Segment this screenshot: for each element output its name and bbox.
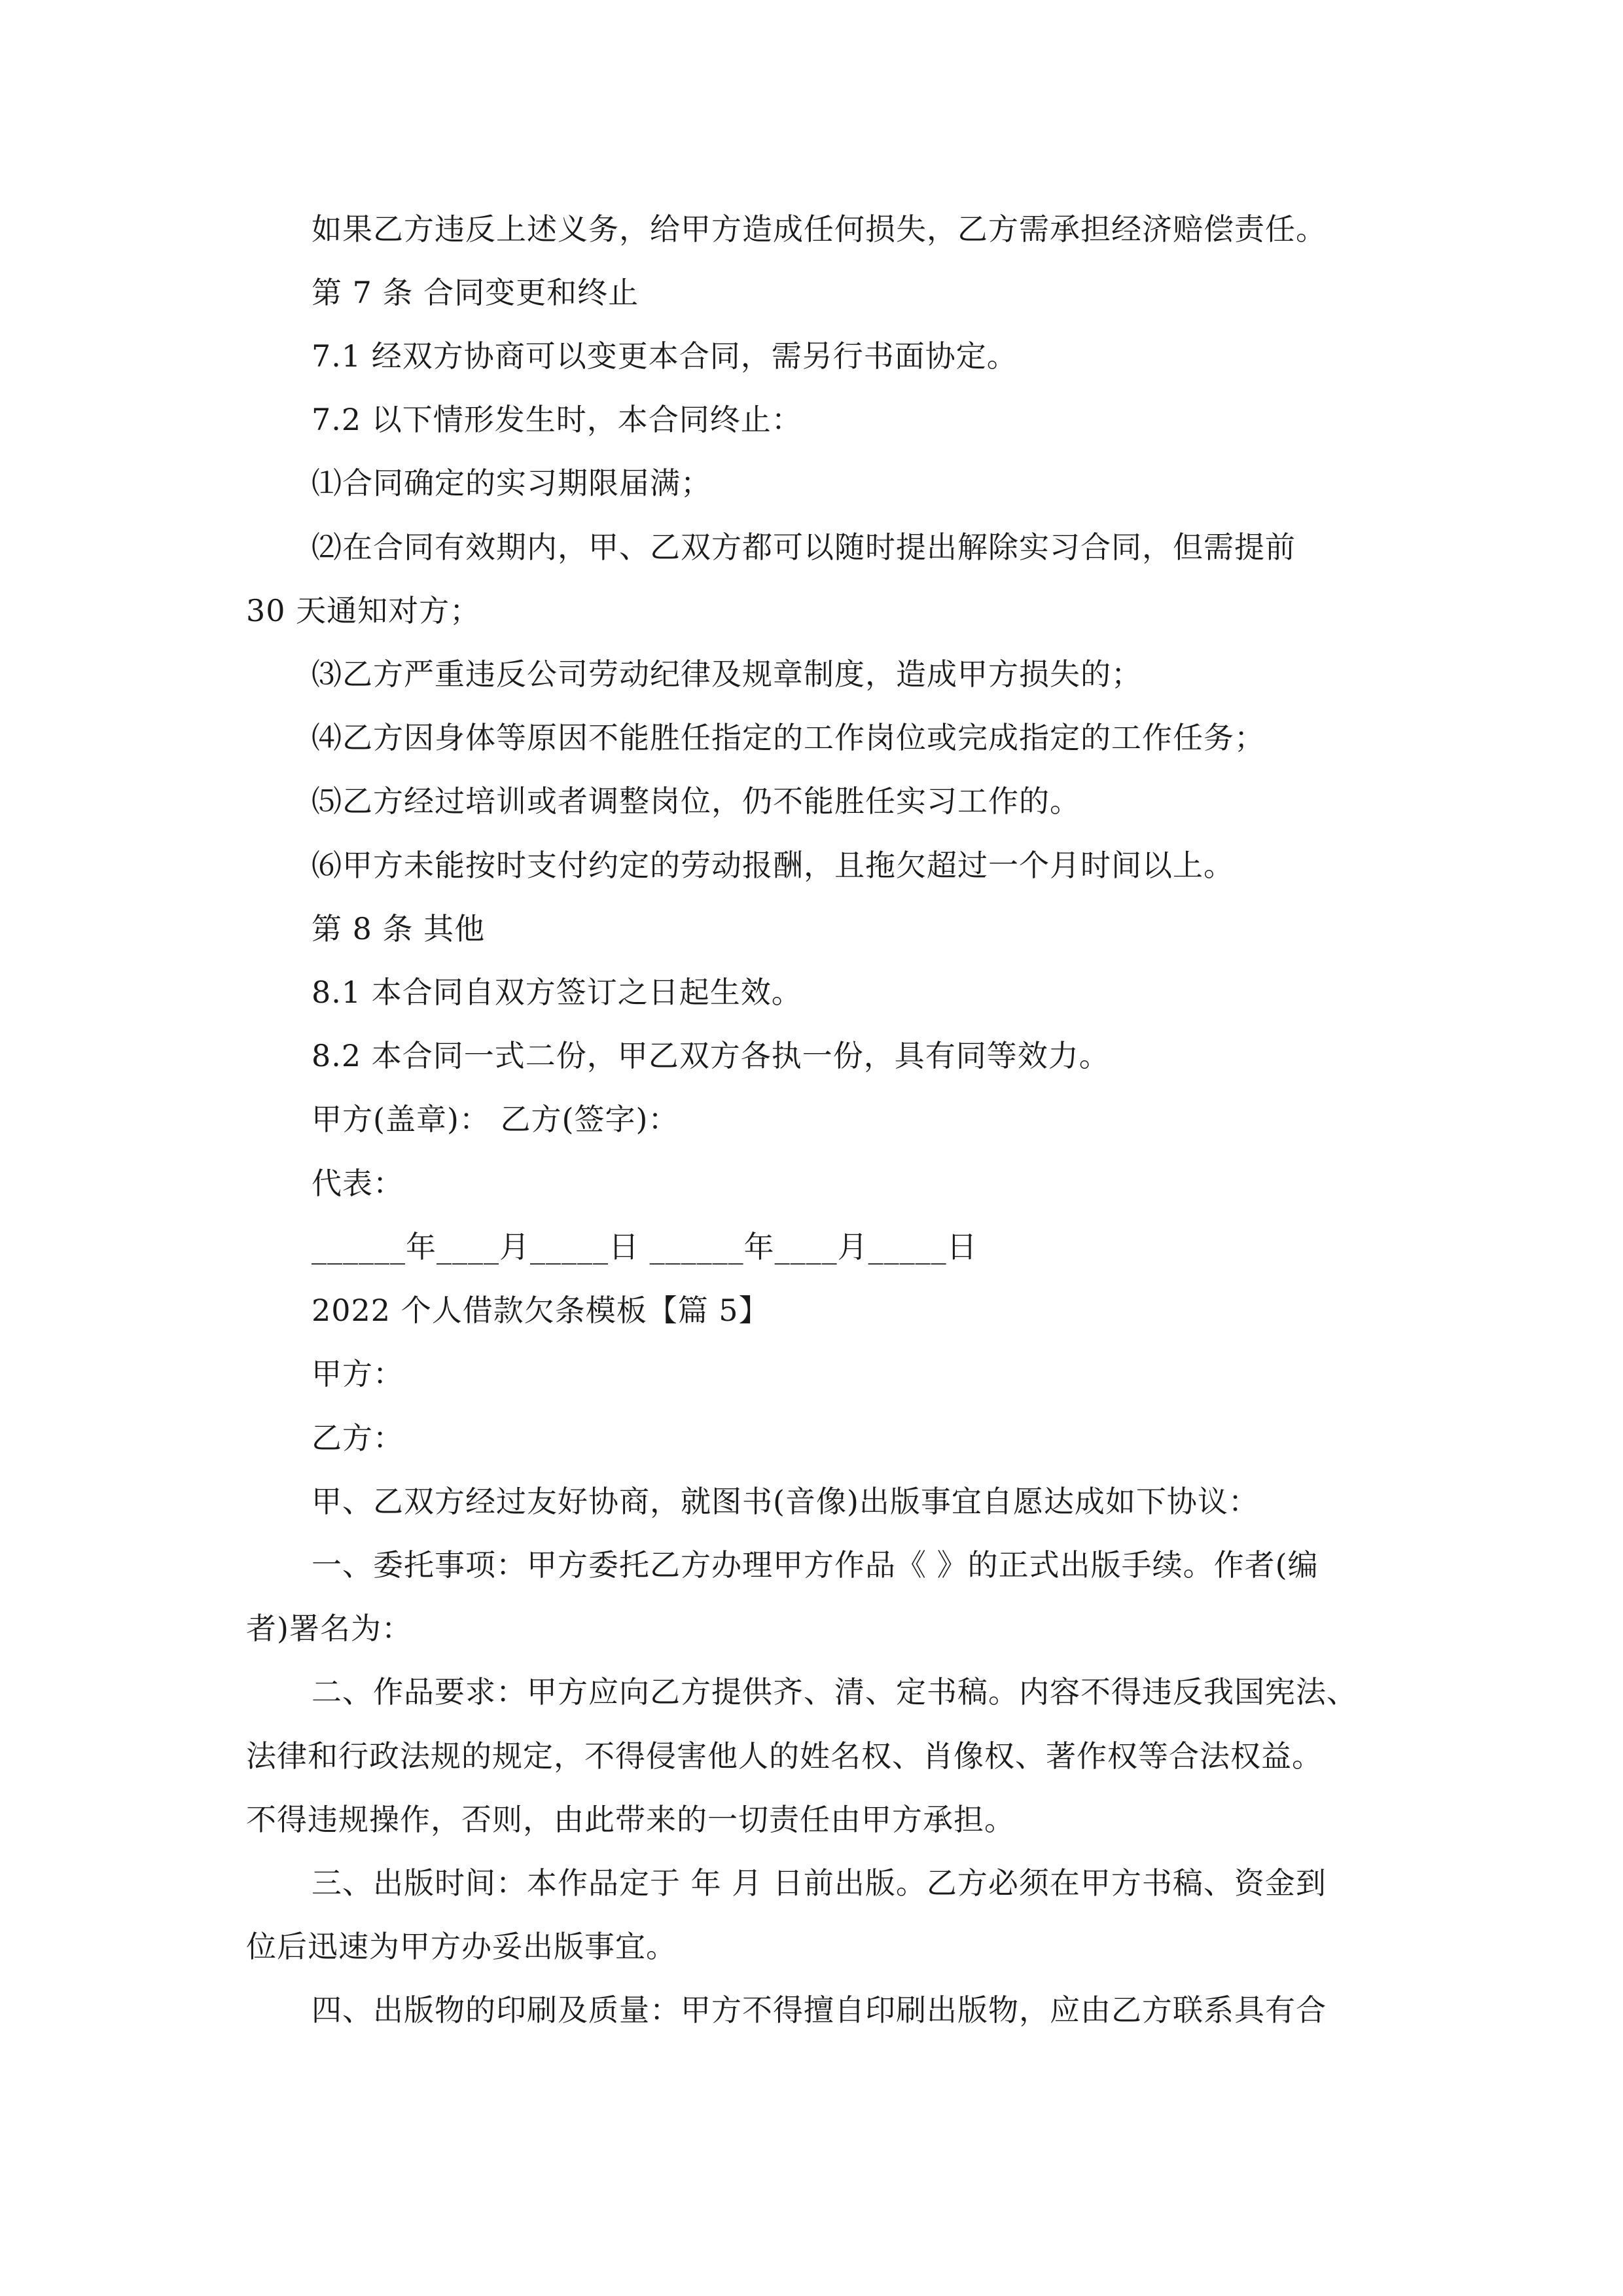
signature-parties: 甲方(盖章)： 乙方(签字)： <box>312 1102 679 1137</box>
paragraph-line: 者)署名为： <box>246 1611 412 1646</box>
section-heading: 第 8 条 其他 <box>312 911 486 946</box>
list-item: ⑹甲方未能按时支付约定的劳动报酬，且拖欠超过一个月时间以上。 <box>312 848 1234 883</box>
party-a-label: 甲方： <box>312 1356 404 1391</box>
paragraph-line: 一、委托事项：甲方委托乙方办理甲方作品《 》的正式出版手续。作者(编 <box>312 1547 1319 1583</box>
list-item: ⑶乙方严重违反公司劳动纪律及规章制度，造成甲方损失的； <box>312 656 1142 692</box>
section-heading: 第 7 条 合同变更和终止 <box>312 275 639 310</box>
representative-label: 代表： <box>312 1166 404 1201</box>
paragraph-line: 8.2 本合同一式二份，甲乙双方各执一份，具有同等效力。 <box>312 1038 1110 1073</box>
list-item: ⑵在合同有效期内，甲、乙双方都可以随时提出解除实习合同，但需提前 <box>312 529 1296 565</box>
signature-date-line: ______年____月_____日 ______年____月_____日 <box>312 1229 978 1265</box>
paragraph-line: 三、出版时间：本作品定于 年 月 日前出版。乙方必须在甲方书稿、资金到 <box>312 1865 1327 1901</box>
paragraph-line: 8.1 本合同自双方签订之日起生效。 <box>312 975 802 1010</box>
paragraph-line: 法律和行政法规的规定，不得侵害他人的姓名权、肖像权、著作权等合法权益。 <box>246 1738 1323 1774</box>
party-b-label: 乙方： <box>312 1420 404 1456</box>
list-item: ⑴合同确定的实习期限届满； <box>312 465 711 501</box>
paragraph-line: 二、作品要求：甲方应向乙方提供齐、清、定书稿。内容不得违反我国宪法、 <box>312 1674 1357 1710</box>
list-item: ⑸乙方经过培训或者调整岗位，仍不能胜任实习工作的。 <box>312 783 1080 819</box>
paragraph-line: 甲、乙双方经过友好协商，就图书(音像)出版事宜自愿达成如下协议： <box>312 1484 1259 1519</box>
paragraph-line: 如果乙方违反上述义务，给甲方造成任何损失，乙方需承担经济赔偿责任。 <box>312 211 1327 247</box>
paragraph-line: 不得违规操作，否则，由此带来的一切责任由甲方承担。 <box>246 1802 1015 1837</box>
list-item-continuation: 30 天通知对方； <box>246 593 481 628</box>
paragraph-line: 7.1 经双方协商可以变更本合同，需另行书面协定。 <box>312 338 1018 374</box>
template-title: 2022 个人借款欠条模板【篇 5】 <box>312 1293 770 1328</box>
paragraph-line: 四、出版物的印刷及质量：甲方不得擅自印刷出版物，应由乙方联系具有合 <box>312 1992 1327 2028</box>
paragraph-line: 位后迅速为甲方办妥出版事宜。 <box>246 1929 677 1964</box>
list-item: ⑷乙方因身体等原因不能胜任指定的工作岗位或完成指定的工作任务； <box>312 720 1265 755</box>
paragraph-line: 7.2 以下情形发生时，本合同终止： <box>312 402 802 437</box>
